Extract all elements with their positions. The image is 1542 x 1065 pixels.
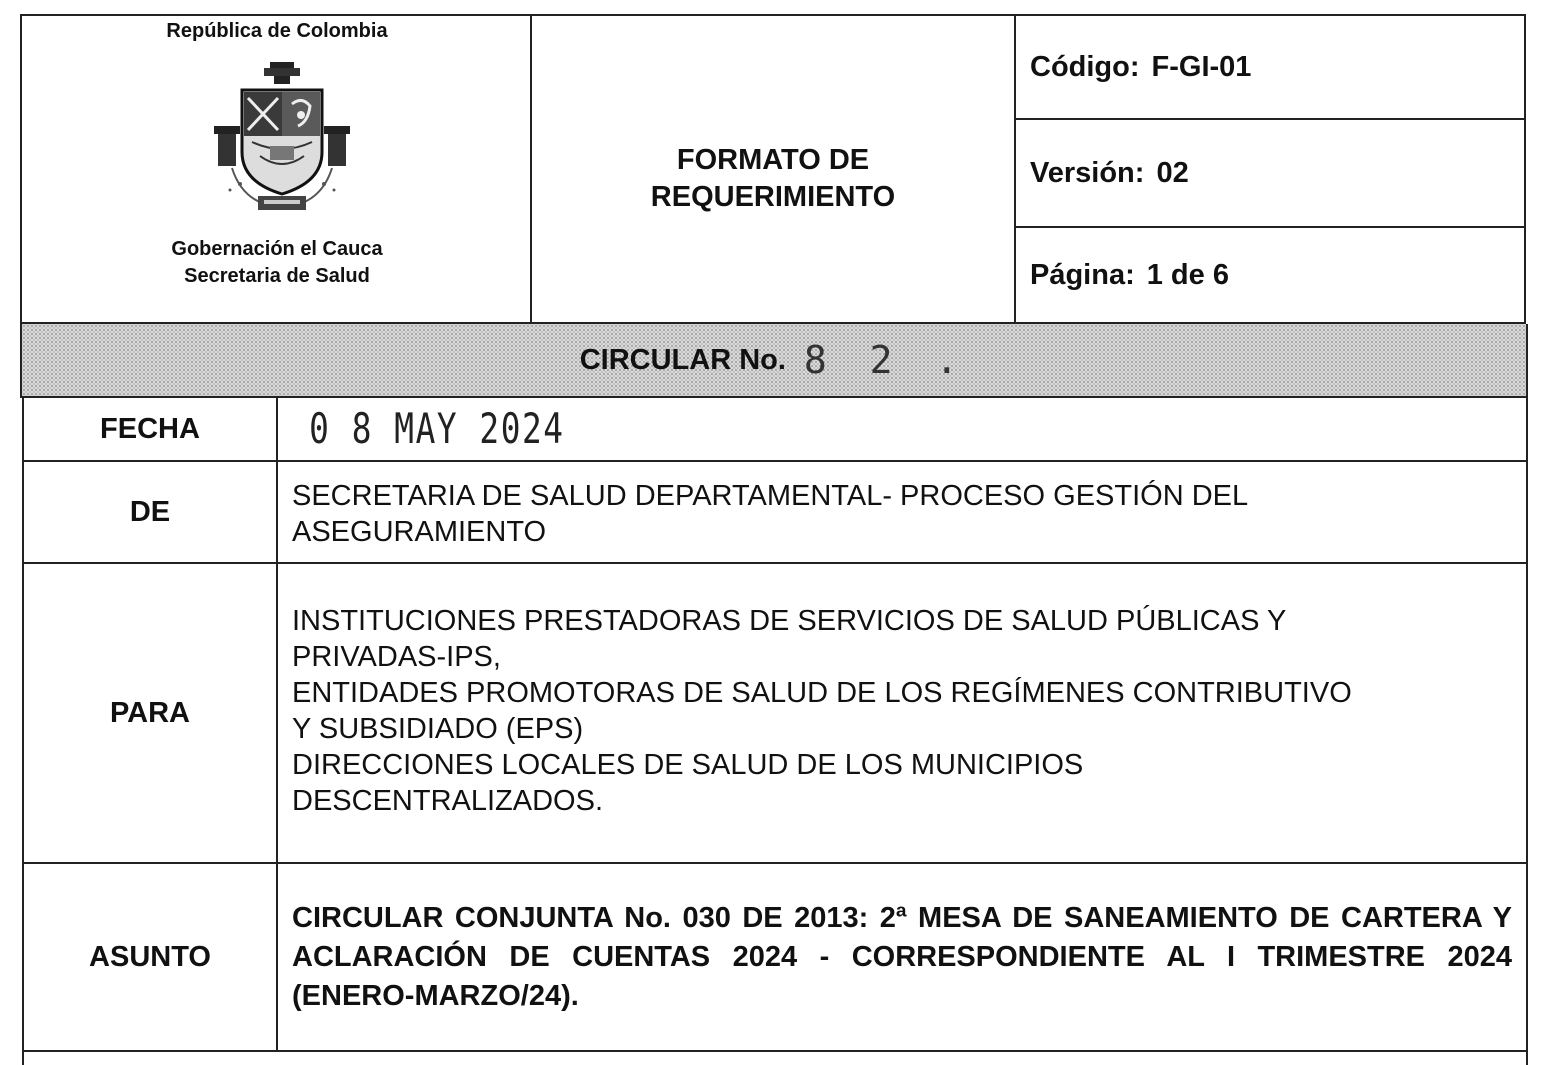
version-value: 02 (1156, 156, 1189, 189)
para-line: ENTIDADES PROMOTORAS DE SALUD DE LOS REGÍMENES CONTRIBUTIVO (292, 677, 1352, 709)
fecha-row (22, 398, 1528, 462)
para-line: PRIVADAS-IPS, (292, 641, 501, 673)
government-name (22, 236, 532, 290)
para-line: Y SUBSIDIADO (EPS) (292, 713, 584, 745)
asunto-label: ASUNTO (24, 864, 278, 1050)
version-row (1016, 120, 1524, 228)
document-header (20, 14, 1526, 324)
circular-number-stamp: 8 2 . (803, 338, 969, 382)
form-title (651, 142, 895, 216)
codigo-label: Código: (1030, 50, 1140, 83)
asunto-value: CIRCULAR CONJUNTA No. 030 DE 2013: 2ª MESA DE SANEAMIENTO DE CARTERA Y ACLARACIÓN DE CUENTAS 2024 - CORRESPONDIENTE AL I TRIMESTRE 2024 (ENERO-MARZO/24). (292, 902, 1512, 1012)
fecha-date-stamp: 0 8 MAY 2024 (309, 404, 565, 453)
para-line: DIRECCIONES LOCALES DE SALUD DE LOS MUNICIPIOS (292, 749, 1084, 781)
form-title-line: REQUERIMIENTO (650, 181, 896, 213)
de-value (278, 462, 1526, 562)
government-line: Gobernación el Cauca (171, 238, 383, 260)
circular-number-bar (20, 324, 1528, 398)
para-label: PARA (24, 564, 278, 862)
codigo-row (1016, 16, 1524, 120)
para-row (22, 564, 1528, 864)
para-line: INSTITUCIONES PRESTADORAS DE SERVICIOS DE SALUD PÚBLICAS Y (292, 605, 1287, 637)
table-continuation-right (1526, 1052, 1528, 1065)
table-continuation-left (22, 1052, 24, 1065)
fecha-value-cell (278, 398, 1526, 460)
form-title-line: FORMATO DE (676, 144, 870, 176)
issuer-cell (22, 16, 532, 322)
de-line: ASEGURAMIENTO (292, 516, 547, 548)
para-line: DESCENTRALIZADOS. (292, 785, 603, 817)
fecha-label: FECHA (24, 398, 278, 460)
form-metadata-cell (1016, 16, 1524, 322)
coat-of-arms-icon (212, 60, 352, 218)
health-secretariat-line: Secretaria de Salud (184, 265, 370, 287)
pagina-row (1016, 228, 1524, 322)
asunto-row (22, 864, 1528, 1052)
pagina-value: 1 de 6 (1146, 258, 1229, 291)
de-row (22, 462, 1528, 564)
codigo-value: F-GI-01 (1151, 50, 1252, 83)
circular-label: CIRCULAR No. (579, 343, 786, 376)
de-line: SECRETARIA DE SALUD DEPARTAMENTAL- PROCESO GESTIÓN DEL (292, 480, 1249, 512)
country-name: República de Colombia (166, 20, 388, 42)
para-value (278, 564, 1526, 862)
pagina-label: Página: (1030, 258, 1135, 291)
form-title-cell (532, 16, 1016, 322)
de-label: DE (24, 462, 278, 562)
version-label: Versión: (1030, 156, 1145, 189)
